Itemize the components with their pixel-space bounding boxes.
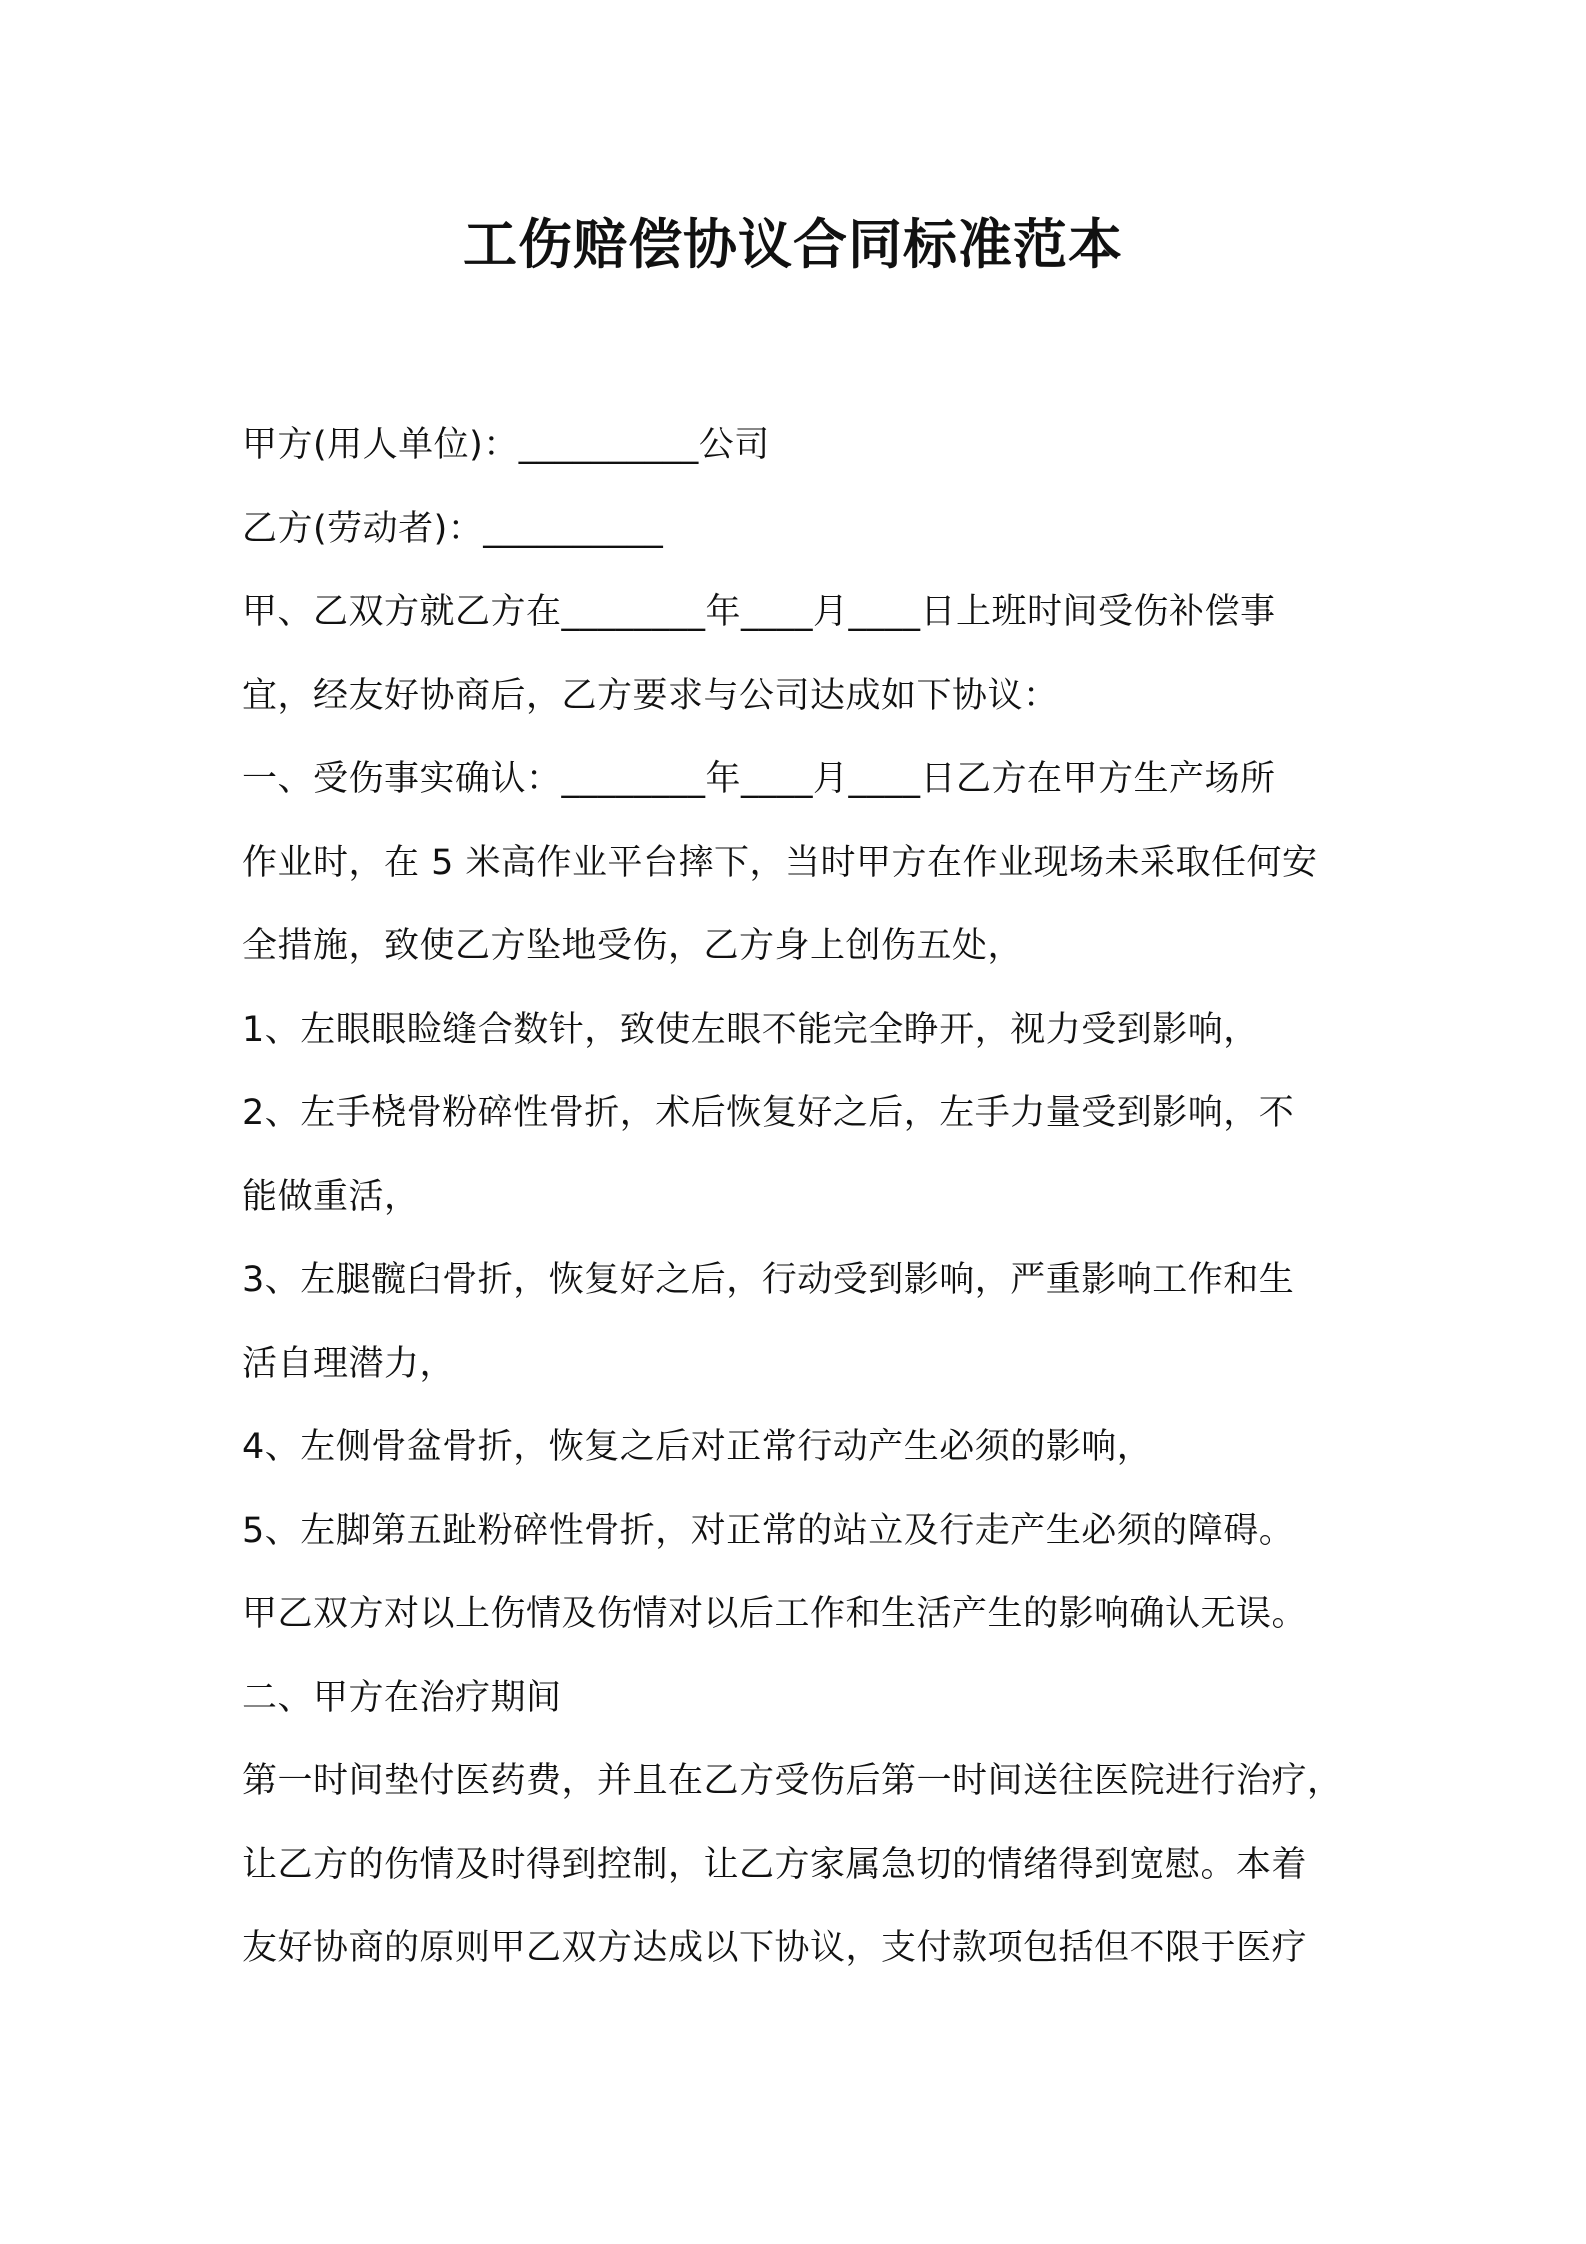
- injury-item-line: 3、左腿髋臼骨折，恢复好之后，行动受到影响，严重影响工作和生: [242, 1260, 1295, 1300]
- confirmation-line: 甲乙双方对以上伤情及伤情对以后工作和生活产生的影响确认无误。: [242, 1594, 1308, 1634]
- document-title: 工伤赔偿协议合同标准范本: [463, 213, 1123, 276]
- document-body: [242, 404, 1362, 1991]
- section-two-line: 第一时间垫付医药费，并且在乙方受伤后第一时间送往医院进行治疗，: [242, 1761, 1343, 1801]
- party-a-line: 甲方(用人单位)：__________公司: [242, 425, 770, 465]
- party-b-line: 乙方(劳动者)：__________: [242, 508, 664, 549]
- section-two-line: 友好协商的原则甲乙双方达成以下协议，支付款项包括但不限于医疗: [242, 1928, 1308, 1968]
- intro-line: 宜，经友好协商后，乙方要求与公司达成如下协议：: [242, 675, 1059, 716]
- intro-line: 甲、乙双方就乙方在________年____月____日上班时间受伤补偿事: [242, 592, 1276, 632]
- section-one-line: 全措施，致使乙方坠地受伤，乙方身上创伤五处，: [242, 926, 1024, 966]
- injury-item-line: 1、左眼眼睑缝合数针，致使左眼不能完全睁开，视力受到影响，: [242, 1009, 1259, 1050]
- section-two-line: 让乙方的伤情及时得到控制，让乙方家属急切的情绪得到宽慰。本着: [242, 1844, 1308, 1885]
- injury-item-line: 活自理潜力，: [242, 1343, 456, 1384]
- injury-item-line: 能做重活，: [242, 1176, 420, 1217]
- injury-item-line: 4、左侧骨盆骨折，恢复之后对正常行动产生必须的影响，: [242, 1427, 1153, 1467]
- section-two-heading: 二、甲方在治疗期间: [242, 1677, 562, 1718]
- section-one-line: 作业时，在 5 米高作业平台摔下，当时甲方在作业现场未采取任何安: [242, 842, 1318, 883]
- injury-item-line: 5、左脚第五趾粉碎性骨折，对正常的站立及行走产生必须的障碍。: [242, 1510, 1295, 1551]
- injury-item-line: 2、左手桡骨粉碎性骨折，术后恢复好之后，左手力量受到影响，不: [242, 1093, 1295, 1133]
- section-one-line: 一、受伤事实确认：________年____月____日乙方在甲方生产场所: [242, 759, 1276, 799]
